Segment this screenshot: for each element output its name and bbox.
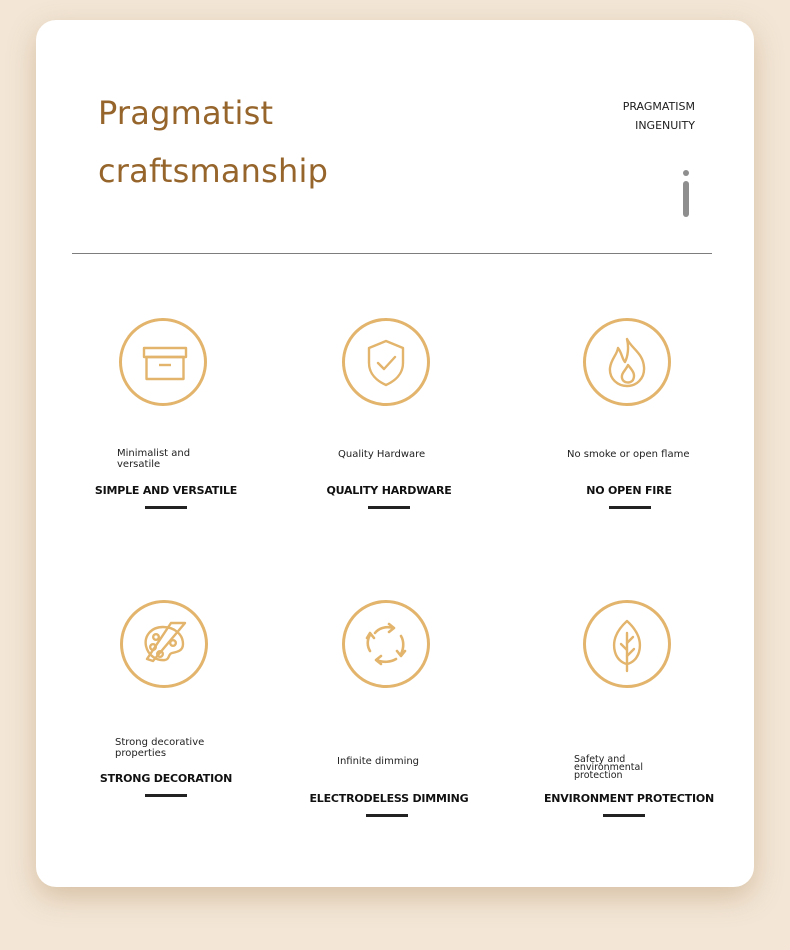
feature-underline [609,506,651,509]
shield-check-icon [342,318,430,406]
feature-label: QUALITY HARDWARE [326,484,452,497]
feature-desc: Minimalist and versatile [117,448,191,470]
title-line-2: craftsmanship [98,152,329,190]
feature-label: STRONG DECORATION [99,772,233,785]
feature-underline [145,794,187,797]
feature-desc: No smoke or open flame [567,449,690,460]
feature-electrodeless-dimming [289,600,489,810]
feature-label: NO OPEN FIRE [586,484,672,497]
feature-label: ENVIRONMENT PROTECTION [543,792,715,805]
content-card [36,20,754,887]
feature-label: SIMPLE AND VERSATILE [94,484,238,497]
feature-underline [603,814,645,817]
leaf-icon [583,600,671,688]
feature-label: ELECTRODELESS DIMMING [309,792,469,805]
box-icon [119,318,207,406]
feature-desc: Strong decorative properties [115,737,205,759]
info-indicator-icon [683,170,689,218]
feature-quality-hardware [289,318,489,528]
feature-environment-protection [529,600,729,810]
feature-desc: Safety and environmental protection [574,754,643,781]
title-line-1: Pragmatist [98,94,274,132]
feature-no-open-fire [529,318,729,528]
tag-ingenuity: INGENUITY [635,119,695,132]
palette-icon [120,600,208,688]
flame-icon [583,318,671,406]
feature-simple-versatile [66,318,266,528]
feature-underline [145,506,187,509]
feature-strong-decoration [66,600,266,810]
feature-underline [366,814,408,817]
feature-desc: Infinite dimming [337,756,420,767]
refresh-icon [342,600,430,688]
tag-pragmatism: PRAGMATISM [622,100,695,113]
feature-desc: Quality Hardware [338,449,426,460]
feature-underline [368,506,410,509]
header-divider [72,253,712,254]
